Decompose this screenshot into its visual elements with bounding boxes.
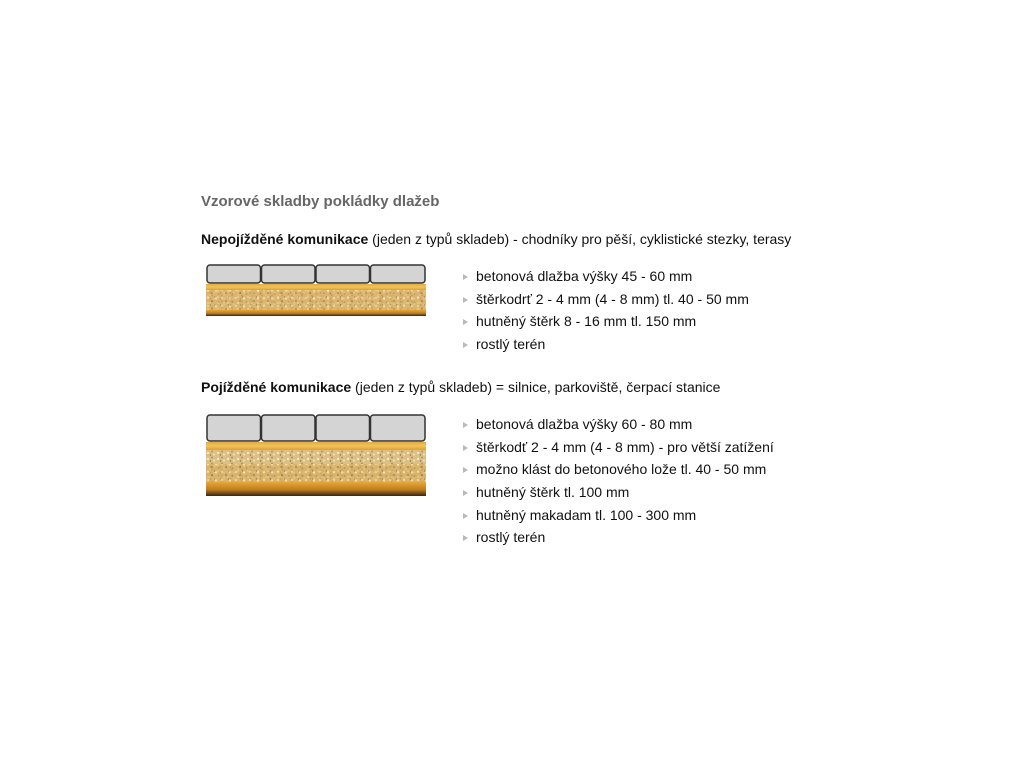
triangle-right-icon [463, 422, 468, 428]
list-item-text: betonová dlažba výšky 45 - 60 mm [476, 268, 693, 284]
list-item-text: štěrkodrť 2 - 4 mm (4 - 8 mm) tl. 40 - 50 mm [476, 290, 749, 307]
layer-list-pojizdene [462, 413, 774, 549]
section-title-rest: (jeden z typů skladeb) - chodníky pro pěší, cyklistické stezky, terasy [368, 231, 792, 247]
list-item [462, 333, 749, 356]
triangle-right-icon [463, 342, 468, 348]
list-item-text: hutněný makadam tl. 100 - 300 mm [476, 506, 697, 523]
list-item [462, 265, 749, 288]
paving-cross-section-light-icon [206, 264, 426, 318]
list-item [462, 413, 774, 436]
list-item [462, 504, 774, 527]
list-item-text: hutněný štěrk 8 - 16 mm tl. 150 mm [476, 313, 697, 330]
section-title-bold: Nepojížděné komunikace [201, 231, 369, 247]
paving-cross-section-light-diagram [206, 264, 426, 318]
list-item [462, 458, 774, 481]
triangle-right-icon [463, 467, 468, 473]
triangle-right-icon [463, 535, 468, 541]
triangle-right-icon [463, 274, 468, 280]
section-title-bold: Pojížděné komunikace [201, 379, 352, 395]
list-item-text: rostlý terén [476, 529, 546, 546]
section-title-nepojizdene [201, 231, 791, 247]
section-title-pojizdene [201, 379, 720, 395]
list-item-text: možno klást do betonového lože tl. 40 - 50 mm [476, 461, 767, 478]
list-item [462, 288, 749, 311]
triangle-right-icon [463, 297, 468, 303]
list-item-text: hutněný štěrk tl. 100 mm [476, 484, 630, 501]
paving-cross-section-heavy-diagram [206, 414, 426, 498]
list-item [462, 310, 749, 333]
paving-cross-section-heavy-icon [206, 414, 426, 498]
triangle-right-icon [463, 319, 468, 325]
triangle-right-icon [463, 490, 468, 496]
list-item-text: betonová dlažba výšky 60 - 80 mm [476, 416, 693, 432]
triangle-right-icon [463, 513, 468, 519]
list-item-text: rostlý terén [476, 336, 546, 353]
list-item [462, 436, 774, 459]
layer-list-nepojizdene [462, 265, 749, 356]
list-item [462, 526, 774, 549]
list-item [462, 481, 774, 504]
list-item-text: štěrkodť 2 - 4 mm (4 - 8 mm) - pro větší zatížení [476, 438, 774, 455]
page-heading: Vzorové skladby pokládky dlažeb [201, 193, 440, 210]
section-title-rest: (jeden z typů skladeb) = silnice, parkoviště, čerpací stanice [351, 379, 721, 395]
triangle-right-icon [463, 445, 468, 451]
